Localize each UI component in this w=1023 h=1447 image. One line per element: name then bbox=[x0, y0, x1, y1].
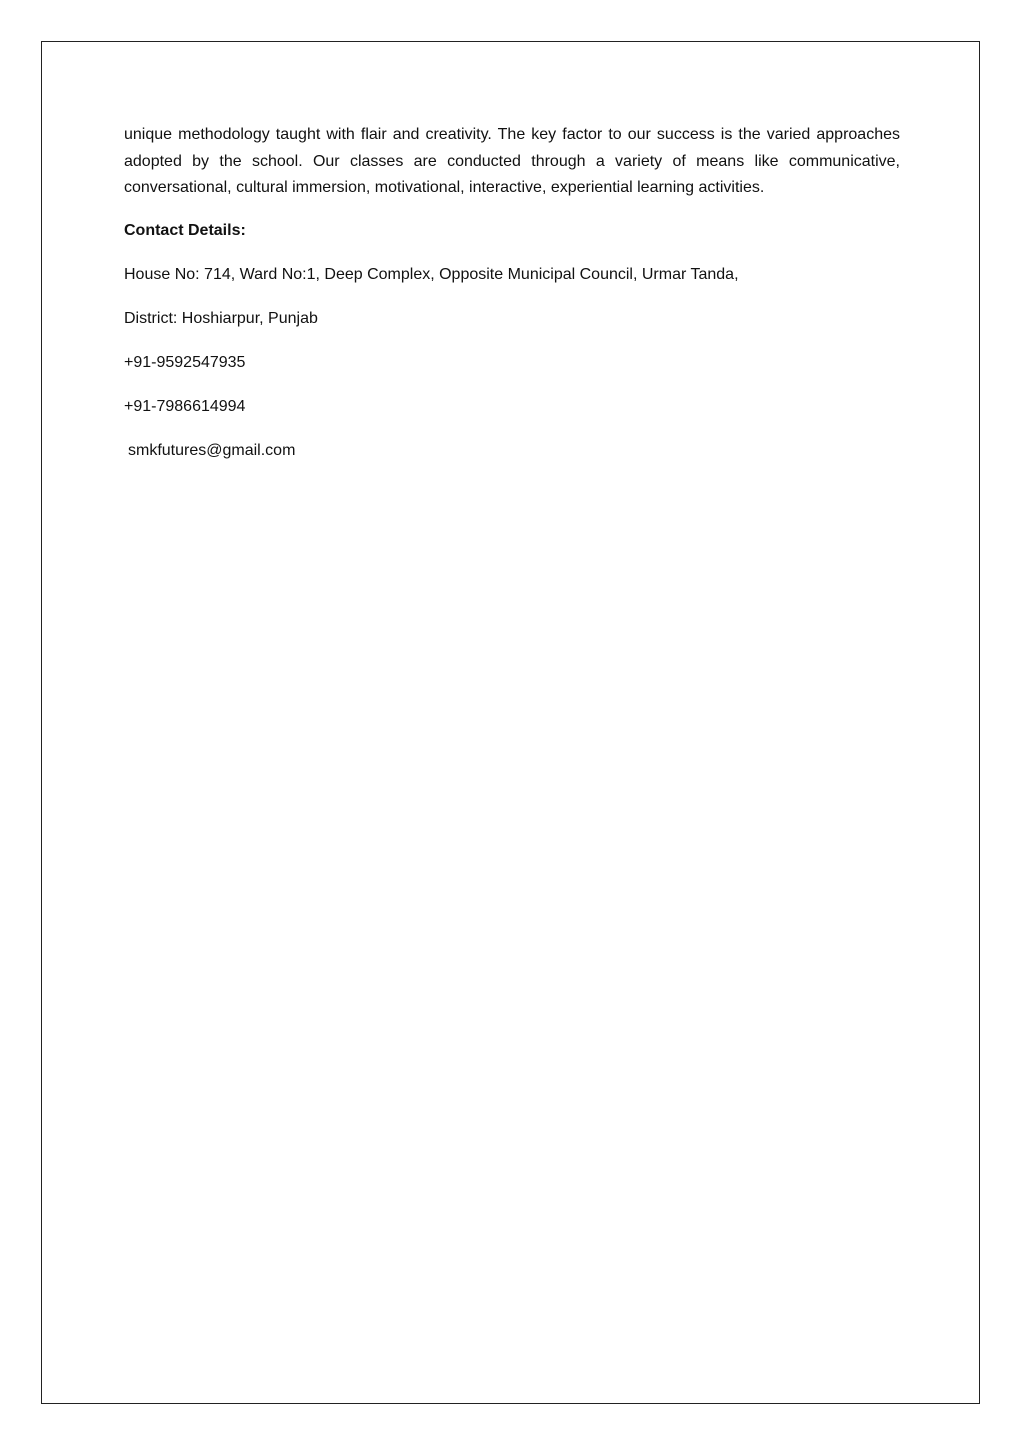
address-line-1: House No: 714, Ward No:1, Deep Complex, Opposite Municipal Council, Urmar Tanda, bbox=[124, 265, 739, 283]
phone-2: +91-7986614994 bbox=[124, 397, 246, 415]
page-content bbox=[124, 122, 900, 464]
address-line-2: District: Hoshiarpur, Punjab bbox=[124, 309, 318, 327]
phone-1: +91-9592547935 bbox=[124, 353, 246, 371]
intro-paragraph: unique methodology taught with flair and creativity. The key factor to our success is the varied approaches adopted by the school. Our classes are conducted through a variety of means like communicative, conversational, cultural immersion, motivational, interactive, experiential learning activities. bbox=[124, 126, 900, 196]
contact-heading: Contact Details: bbox=[124, 221, 246, 239]
email-address: smkfutures@gmail.com bbox=[128, 441, 296, 459]
